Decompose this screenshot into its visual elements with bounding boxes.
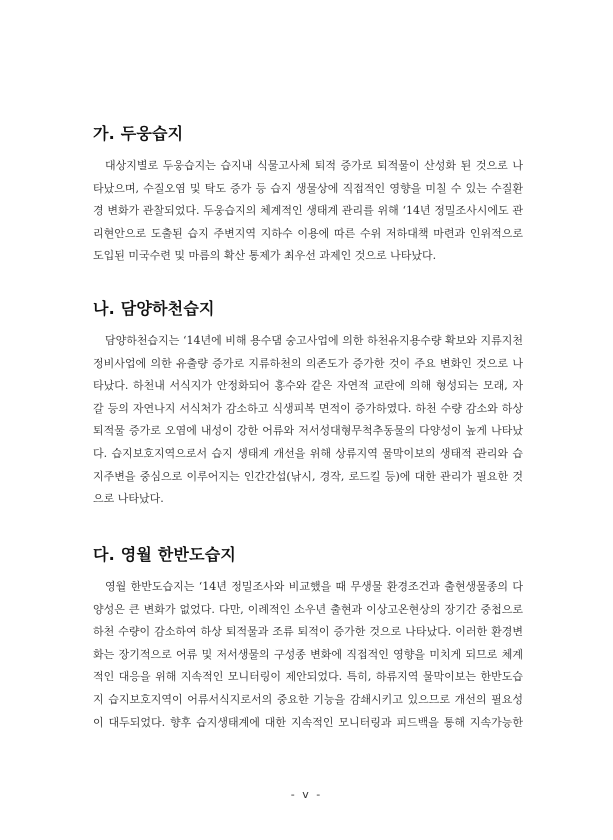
paragraph-line: 다. 습지보호지역으로서 습지 생태계 개선을 위해 상류지역 물막이보의 생태적 관리와 습	[93, 446, 523, 460]
paragraph-line: 적인 대응을 위해 지속적인 모니터링이 제안되었다. 특히, 하류지역 물막이보는 한반도습	[93, 670, 523, 684]
section-heading-dooung: 가. 두웅습지	[93, 124, 184, 143]
paragraph-line: 갈 등의 자연나지 서식처가 감소하고 식생피복 면적이 증가하였다. 하천 수량 감소와 하상	[93, 401, 523, 415]
section-heading-damyang: 나. 담양하천습지	[93, 299, 215, 318]
paragraph-line: 타났으며, 수질오염 및 탁도 증가 등 습지 생물상에 직접적인 영향을 미칠 수 있는 수질환	[93, 181, 523, 195]
page-number: - v -	[290, 788, 323, 801]
paragraph-line: 도입된 미국수련 및 마름의 확산 통제가 최우선 과제인 것으로 나타났다.	[93, 249, 437, 263]
paragraph-dooung	[93, 155, 523, 268]
paragraph-line: 양성은 큰 변화가 없었다. 다만, 이례적인 소우년 출현과 이상고온현상의 장기간 중첩으로	[93, 602, 523, 616]
paragraph-line: 타났다. 하천내 서식지가 안정화되어 홍수와 같은 자연적 교란에 의해 형성되는 모래, 자	[93, 379, 523, 393]
paragraph-line: 경 변화가 관찰되었다. 두웅습지의 체계적인 생태계 관리를 위해 ‘14년 정밀조사시에도 관	[93, 204, 523, 218]
paragraph-line: 퇴적물 증가로 오염에 내성이 강한 어류와 저서성대형무척추동물의 다양성이 높게 나타났	[93, 424, 523, 438]
paragraph-line: 지 습지보호지역이 어류서식지로서의 중요한 기능을 감쇄시키고 있으므로 개선의 필요성	[93, 692, 523, 706]
paragraph-line: 화는 장기적으로 어류 및 저서생물의 구성종 변화에 직접적인 영향을 미치게 되므로 체계	[93, 647, 523, 661]
paragraph-line: 담양하천습지는 ‘14년에 비해 용수댐 숭고사업에 의한 하천유지용수량 확보와 지류지천	[105, 334, 523, 347]
paragraph-line: 으로 나타났다.	[93, 492, 164, 506]
paragraph-line: 이 대두되었다. 향후 습지생태계에 대한 지속적인 모니터링과 피드백을 통해 지속가능한	[93, 715, 523, 729]
paragraph-line: 하천 수량이 감소하여 하상 퇴적물과 조류 퇴적이 증가한 것으로 나타났다. 이러한 환경변	[93, 625, 523, 639]
paragraph-line: 정비사업에 의한 유출량 증가로 지류하천의 의존도가 증가한 것이 주요 변화인 것으로 나	[93, 356, 523, 370]
paragraph-line: 리현안으로 도출된 습지 주변지역 지하수 이용에 따른 수위 저하대책 마련과 인위적으로	[93, 226, 523, 240]
paragraph-line: 영월 한반도습지는 ‘14년 정밀조사와 비교했을 때 무생물 환경조건과 출현생물종의 다	[105, 580, 523, 593]
paragraph-line: 대상지별로 두웅습지는 습지내 식물고사체 퇴적 증가로 퇴적물이 산성화 된 것으로 나	[105, 159, 523, 172]
section-heading-yeongwol: 다. 영월 한반도습지	[93, 545, 237, 564]
paragraph-damyang	[93, 330, 523, 511]
paragraph-line: 지주변을 중심으로 이루어지는 인간간섭(낚시, 경작, 로드킬 등)에 대한 관리가 필요한 것	[93, 469, 523, 483]
paragraph-yeongwol	[93, 576, 523, 734]
